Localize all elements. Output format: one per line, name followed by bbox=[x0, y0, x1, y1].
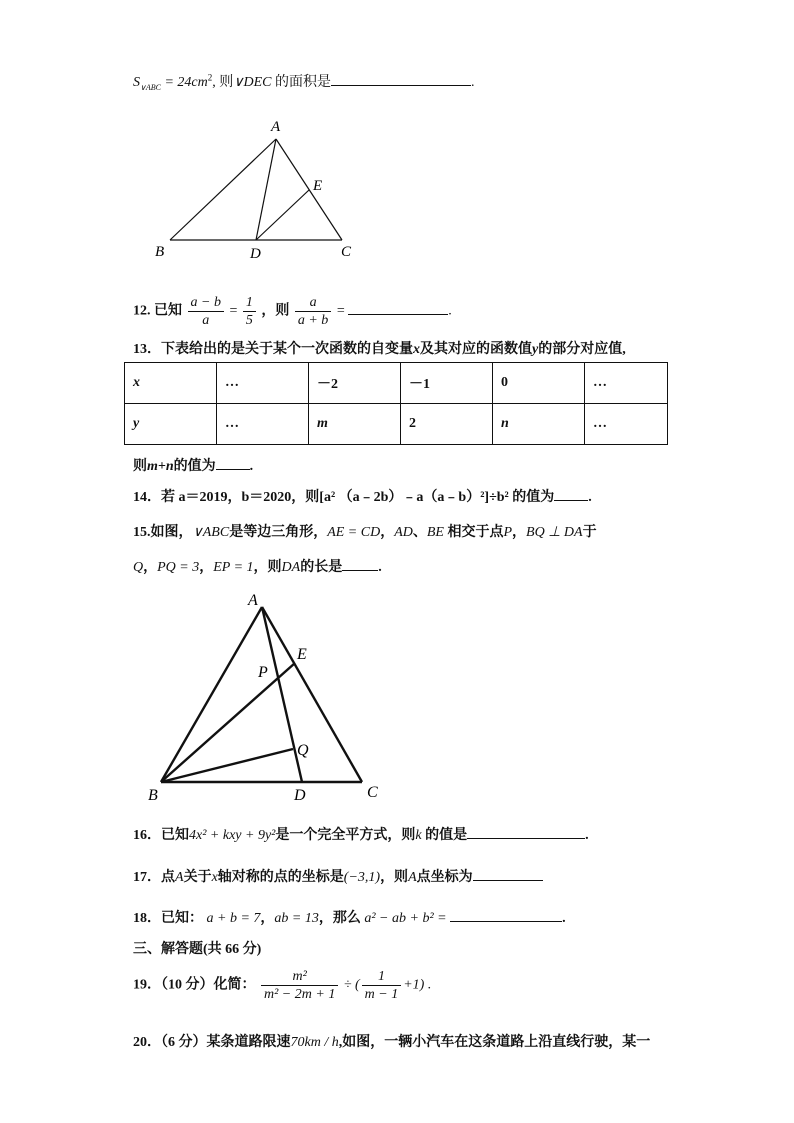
q16-expression: 4x² + kxy + 9y² bbox=[189, 828, 276, 843]
q12-text-b: ，则 bbox=[261, 303, 290, 319]
area-subscript: ∨ABC bbox=[140, 82, 161, 92]
q12-eq1: = bbox=[229, 303, 238, 319]
q13-text-a: 下表给出的是关于某个一次函数的自变量 bbox=[161, 342, 413, 357]
q15-seg-be: BE bbox=[426, 525, 444, 540]
q17-point-a2: A bbox=[408, 870, 417, 885]
label-e: E bbox=[297, 646, 307, 663]
q15-point-p: P bbox=[503, 525, 513, 540]
table-cell: －2 bbox=[309, 363, 401, 404]
q14-number: 14． bbox=[133, 490, 161, 505]
table-cell: m bbox=[309, 404, 401, 445]
q16-var-k: k bbox=[415, 828, 422, 843]
q19-number: 19． bbox=[133, 977, 161, 993]
label-b: B bbox=[155, 244, 165, 260]
q15-end: . bbox=[378, 560, 382, 575]
q12-number: 12. bbox=[133, 303, 151, 319]
q19-div: ÷ ( bbox=[343, 977, 360, 993]
q17-coord: (−3,1) bbox=[343, 870, 381, 885]
q18-sep: ， bbox=[260, 911, 275, 926]
q15-text-1a: 如图， bbox=[150, 525, 193, 540]
q15-eq-ae-cd: AE = CD bbox=[327, 525, 381, 540]
q12-eq2: = bbox=[336, 303, 345, 319]
q13-after-a: 则 bbox=[133, 459, 147, 474]
seg-ac bbox=[262, 607, 362, 782]
label-a: A bbox=[271, 119, 281, 135]
q15-eq-ep: EP = 1 bbox=[213, 560, 254, 575]
q18-text-a: 已知： bbox=[161, 911, 203, 926]
table-cell: … bbox=[585, 404, 668, 445]
q11-end: . bbox=[471, 75, 475, 90]
q15-text-2b: ， bbox=[199, 560, 214, 575]
q19-text-a: （10 分）化简： bbox=[161, 977, 256, 993]
q16-text-a: 已知 bbox=[161, 828, 189, 843]
fraction-one-fifth: $\frac{1}{5}$ bbox=[243, 294, 256, 329]
q17-line bbox=[133, 866, 543, 886]
q17-text-a: 点 bbox=[161, 870, 175, 885]
q15-text-1b: 是等边三角形， bbox=[229, 525, 328, 540]
q17-text-c: 轴对称的点的坐标是 bbox=[217, 870, 344, 885]
q17-text-e: 点坐标为 bbox=[416, 870, 473, 885]
q13-after-expr: m+n bbox=[147, 459, 174, 474]
q17-text-b: 关于 bbox=[183, 870, 212, 885]
fraction-a-minus-b-over-a: $\frac{a - b}{a}$ bbox=[188, 294, 224, 329]
seg-ab bbox=[161, 607, 262, 782]
table-cell: 0 bbox=[493, 363, 585, 404]
q16-number: 16． bbox=[133, 828, 161, 843]
q15-seg-ad: AD bbox=[394, 525, 413, 540]
label-d: D bbox=[294, 787, 306, 804]
q15-triangle: ∨ABC bbox=[192, 525, 230, 540]
label-e: E bbox=[313, 178, 323, 194]
q15-text-2d: 的长是 bbox=[300, 560, 343, 575]
label-c: C bbox=[367, 784, 378, 801]
q15-eq-pq: PQ = 3 bbox=[157, 560, 200, 575]
area-symbol: S bbox=[133, 75, 140, 90]
q15-text-1c: ， bbox=[380, 525, 395, 540]
q11-text-b: 的面积是 bbox=[275, 75, 331, 90]
label-p: P bbox=[258, 664, 268, 681]
q13-text-b: 及其对应的函数值 bbox=[420, 342, 532, 357]
label-d: D bbox=[250, 246, 261, 262]
table-cell: … bbox=[217, 363, 309, 404]
table-cell: … bbox=[217, 404, 309, 445]
area-exponent: 2 bbox=[207, 72, 213, 83]
q15-number: 15. bbox=[133, 525, 151, 540]
area-value: = 24cm bbox=[164, 75, 208, 90]
q19-line bbox=[133, 968, 431, 1003]
table-cell: －1 bbox=[401, 363, 493, 404]
section-heading: 三、解答题(共 66 分) bbox=[133, 942, 262, 957]
q13-end: . bbox=[249, 459, 254, 474]
q19-tail: +1) . bbox=[403, 977, 432, 993]
q15-text-1e: 相交于点 bbox=[447, 525, 504, 540]
q18-line bbox=[133, 907, 566, 927]
q14-text: 若 a＝2019，b＝2020，则[a² （a﹣2b）﹣a（a﹣b）²]÷b² 的值为 bbox=[161, 490, 555, 505]
q18-expression: a² − ab + b² = bbox=[364, 911, 447, 926]
q12-end: . bbox=[448, 303, 452, 319]
table-cell: n bbox=[493, 404, 585, 445]
label-b: B bbox=[148, 787, 158, 804]
label-a: A bbox=[248, 592, 258, 609]
q20-text-a: （6 分）某条道路限速 bbox=[161, 1035, 291, 1050]
q20-text-b: ,如图，一辆小汽车在这条道路上沿直线行驶，某一 bbox=[338, 1035, 651, 1050]
q13-text-c: 的部分对应值, bbox=[538, 342, 626, 357]
q14-end: . bbox=[588, 490, 592, 505]
q15-point-q: Q bbox=[133, 560, 144, 575]
q17-text-d: ，则 bbox=[380, 870, 409, 885]
q17-axis: x bbox=[211, 870, 218, 885]
q13-after-b: 的值为 bbox=[173, 459, 216, 474]
label-c: C bbox=[341, 244, 352, 260]
q18-eq-product: ab = 13 bbox=[274, 911, 319, 926]
q16-end: . bbox=[585, 828, 589, 843]
q20-line bbox=[133, 1031, 650, 1051]
q18-eq-sum: a + b = 7 bbox=[206, 911, 261, 926]
q15-text-1g: 于 bbox=[582, 525, 597, 540]
fraction-a-over-a-plus-b: $\frac{a}{a + b}$ bbox=[295, 294, 331, 329]
table-cell: 2 bbox=[401, 404, 493, 445]
answer-blank-18[interactable] bbox=[450, 909, 562, 922]
q13-var-x: x bbox=[413, 342, 420, 357]
q16-text-b: 是一个完全平方式，则 bbox=[275, 828, 416, 843]
answer-blank-17[interactable] bbox=[473, 868, 543, 881]
fraction-m2-over-poly: $\frac{\text{m²}}{\text{m² − 2m + 1}}$ bbox=[261, 968, 338, 1003]
q11-triangle: ∨DEC bbox=[233, 75, 272, 90]
q15-perp: BQ ⊥ DA bbox=[526, 525, 583, 540]
table-cell: … bbox=[585, 363, 668, 404]
q18-number: 18． bbox=[133, 911, 161, 926]
q20-speed: 70km / h bbox=[290, 1035, 339, 1050]
table-cell: x bbox=[125, 363, 217, 404]
q15-seg-da: DA bbox=[281, 560, 301, 575]
q18-text-b: ，那么 bbox=[318, 911, 361, 926]
q20-number: 20． bbox=[133, 1035, 161, 1050]
q15-text-2a: ， bbox=[143, 560, 158, 575]
q15-text-2c: ，则 bbox=[253, 560, 282, 575]
q13-var-y: y bbox=[532, 342, 539, 357]
q15-text-1d: 、 bbox=[412, 525, 427, 540]
q17-number: 17． bbox=[133, 870, 161, 885]
q18-end: . bbox=[562, 911, 566, 926]
q12-text-a: 已知 bbox=[154, 303, 182, 319]
q17-point-a: A bbox=[175, 870, 184, 885]
label-q: Q bbox=[297, 742, 309, 759]
q16-line bbox=[133, 824, 589, 844]
q15-text-1f: ， bbox=[512, 525, 527, 540]
q16-text-c: 的值是 bbox=[425, 828, 468, 843]
q13-number: 13． bbox=[133, 342, 161, 357]
fraction-one-over-m-minus-1: $\frac{1}{m - 1}$ bbox=[362, 968, 402, 1003]
q11-text-a: , 则 bbox=[212, 75, 234, 90]
table-cell: y bbox=[125, 404, 217, 445]
answer-blank-16[interactable] bbox=[467, 826, 585, 839]
